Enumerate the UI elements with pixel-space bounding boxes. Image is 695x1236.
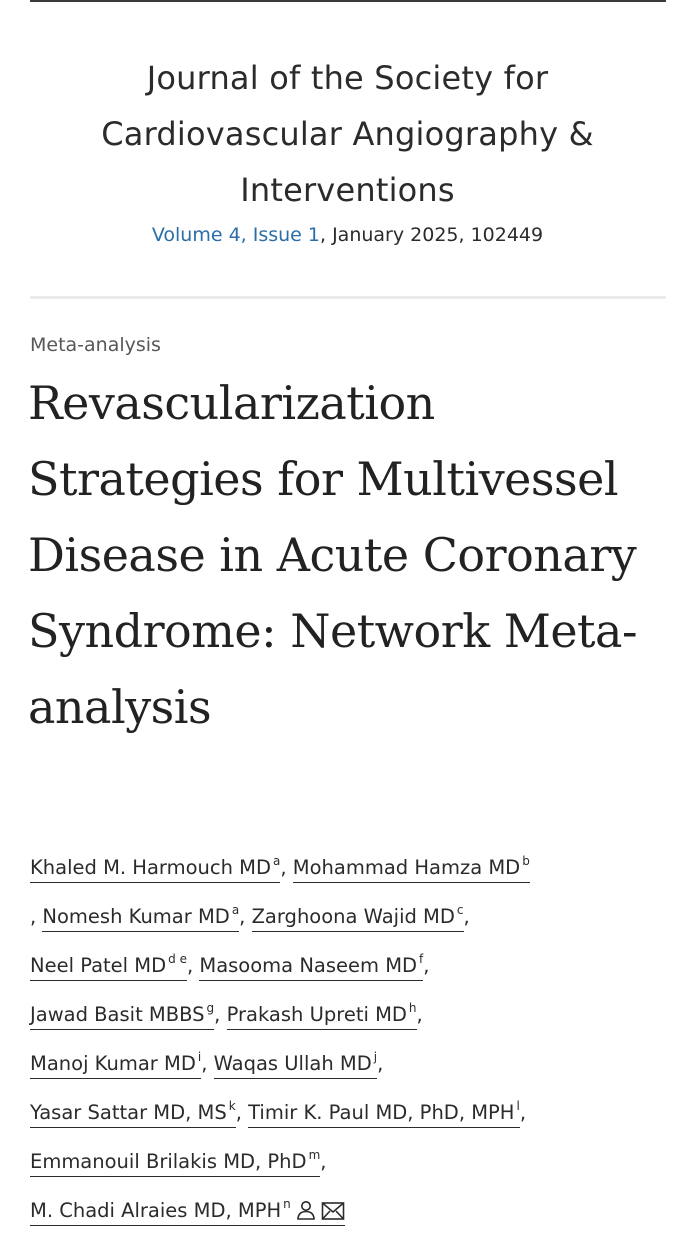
affiliation-mark: n — [283, 1197, 291, 1211]
person-icon[interactable] — [295, 1194, 317, 1236]
author-separator: , — [214, 1003, 221, 1026]
affiliation-mark: k — [228, 1099, 236, 1113]
author-group — [30, 1101, 242, 1128]
author-name: Nomesh Kumar MD — [42, 905, 230, 928]
author-link[interactable] — [30, 1052, 201, 1079]
author-separator: , — [239, 905, 246, 928]
author-separator: , — [377, 1052, 384, 1075]
author-link[interactable] — [248, 1101, 520, 1128]
author-link[interactable] — [199, 954, 423, 981]
author-separator: , — [463, 905, 470, 928]
author-name: M. Chadi Alraies MD, MPH — [30, 1199, 282, 1222]
affiliation-mark: j — [373, 1050, 378, 1064]
author-link[interactable] — [30, 1101, 236, 1128]
author-link[interactable] — [30, 1199, 345, 1226]
author-list — [30, 840, 670, 1236]
author-link[interactable] — [293, 856, 530, 883]
author-link[interactable] — [30, 954, 187, 981]
author-group — [227, 1003, 423, 1030]
affiliation-mark: l — [516, 1099, 520, 1113]
author-link[interactable] — [42, 905, 239, 932]
author-separator: , — [30, 905, 37, 928]
issue-line — [0, 220, 695, 250]
author-name: Yasar Sattar MD, MS — [30, 1101, 227, 1124]
author-separator: , — [423, 954, 430, 977]
affiliation-mark: f — [419, 952, 424, 966]
author-group — [30, 954, 193, 981]
author-group — [248, 1101, 526, 1128]
affiliation-mark: a — [273, 854, 281, 868]
affiliation-mark: i — [197, 1050, 202, 1064]
author-separator: , — [320, 1150, 327, 1173]
author-name: Prakash Upreti MD — [226, 1003, 407, 1026]
affiliation-mark: a — [231, 903, 240, 917]
author-separator: , — [280, 856, 287, 879]
author-group — [30, 905, 245, 932]
affiliation-mark: c — [456, 903, 464, 917]
author-group — [199, 954, 429, 981]
author-name: Timir K. Paul MD, PhD, MPH — [248, 1101, 515, 1124]
author-name: Emmanouil Brilakis MD, PhD — [30, 1150, 307, 1173]
affiliation-mark: h — [408, 1001, 417, 1015]
header-divider — [30, 296, 666, 299]
author-name: Masooma Naseem MD — [199, 954, 418, 977]
journal-header — [0, 50, 695, 250]
author-link[interactable] — [227, 1003, 417, 1030]
author-separator: , — [235, 1101, 242, 1124]
author-link[interactable] — [30, 856, 280, 883]
journal-title[interactable]: Journal of the Society for Cardiovascular Angiography & Interventions — [101, 59, 594, 209]
author-group — [30, 856, 287, 883]
author-group — [214, 1052, 384, 1079]
affiliation-mark: b — [522, 854, 530, 868]
affiliation-mark: g — [206, 1001, 215, 1015]
author-name: Zarghoona Wajid MD — [251, 905, 455, 928]
article-title: Revascularization Strategies for Multivessel Disease in Acute Coronary Syndrome: Network Meta-analysis — [28, 376, 638, 734]
issue-link[interactable]: Volume 4, Issue 1 — [151, 224, 320, 246]
issue-details: , January 2025, 102449 — [320, 224, 544, 246]
affiliation-mark: d e — [168, 952, 187, 966]
author-separator: , — [201, 1052, 208, 1075]
author-name: Waqas Ullah MD — [213, 1052, 372, 1075]
author-name: Khaled M. Harmouch MD — [30, 856, 271, 879]
author-group — [30, 1003, 220, 1030]
author-group — [293, 856, 530, 883]
author-group — [252, 905, 470, 932]
author-separator: , — [186, 954, 194, 977]
author-group — [30, 1199, 345, 1226]
email-icon[interactable] — [321, 1194, 345, 1236]
author-name: Jawad Basit MBBS — [30, 1003, 205, 1026]
author-group — [30, 1150, 326, 1177]
article-type: Meta-analysis — [30, 334, 161, 356]
affiliation-mark: m — [308, 1148, 321, 1162]
top-rule — [30, 0, 666, 2]
author-name: Manoj Kumar MD — [30, 1052, 196, 1075]
author-name: Mohammad Hamza MD — [292, 856, 521, 879]
author-link[interactable] — [252, 905, 464, 932]
author-link[interactable] — [30, 1003, 214, 1030]
author-group — [30, 1052, 207, 1079]
author-name: Neel Patel MD — [30, 954, 167, 977]
author-separator: , — [416, 1003, 423, 1026]
author-link[interactable] — [214, 1052, 377, 1079]
author-link[interactable] — [30, 1150, 320, 1177]
author-separator: , — [519, 1101, 527, 1124]
